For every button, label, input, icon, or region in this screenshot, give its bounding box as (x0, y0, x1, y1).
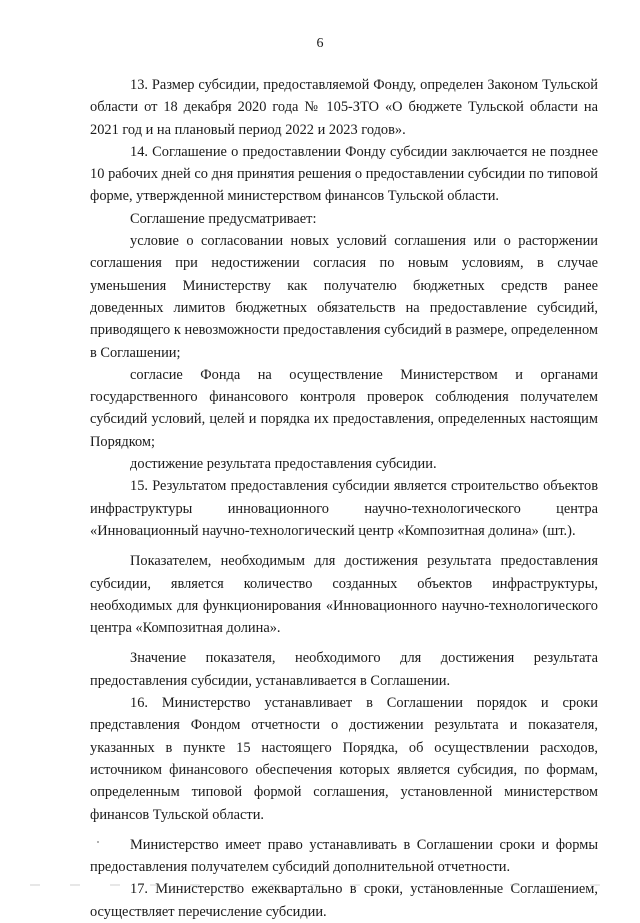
paragraph-15: 15. Результатом предоставления субсидии является строительство объектов инфраструктуры инновационного научно-технологического центра «Инновационный научно-технологический центр «Композитная долина» (шт.). (90, 478, 598, 539)
scan-speck (97, 841, 99, 843)
paragraph-additional-reporting: Министерство имеет право устанавливать в Соглашении сроки и формы предоставления получателем субсидий дополнительной отчетности. (90, 836, 598, 876)
scan-artifact-line (30, 884, 610, 886)
paragraph-16: 16. Министерство устанавливает в Соглашении порядок и сроки представления Фондом отчетности о достижении результата и показателя, указанных в пункте 15 настоящего Порядка, об осуществлении расходов, источником финансового обеспечения которых является субсидия, по формам, определенным типовой формой соглашения, установленной министерством финансов Тульской области. (90, 695, 598, 823)
paragraph-condition: условие о согласовании новых условий соглашения или о расторжении соглашения при недостижении согласия по новым условиям, в случае уменьшения Министерству как получателю бюджетных средств ранее доведенных лимитов бюджетных обязательств на предоставление субсидий, приводящего к невозможности предоставления субсидий в размере, определенном в Соглашении; (90, 233, 598, 361)
paragraph-17: 17. Министерство ежеквартально в сроки, установленные Соглашением, осуществляет перечисление субсидии. (90, 881, 598, 920)
paragraph-14: 14. Соглашение о предоставлении Фонду субсидии заключается не позднее 10 рабочих дней со дня принятия решения о предоставлении субсидии по типовой форме, утвержденной министерством финансов Тульской области. (90, 143, 598, 205)
paragraph-indicator: Показателем, необходимым для достижения результата предоставления субсидии, является количество созданных объектов инфраструктуры, необходимых для функционирования «Инновационного научно-технологического центра «Композитная долина». (90, 553, 598, 637)
paragraph-indicator-value: Значение показателя, необходимого для достижения результата предоставления субсидии, устанавливается в Соглашении. (90, 650, 598, 689)
paragraph-result: достижение результата предоставления субсидии. (130, 456, 437, 473)
paragraph-13: 13. Размер субсидии, предоставляемой Фонду, определен Законом Тульской области от 18 декабря 2020 года № 105-ЗТО «О бюджете Тульской области на 2021 год и на плановый период 2022 и 2023 годов». (90, 77, 598, 138)
page-number: 6 (316, 36, 324, 51)
paragraph-consent: согласие Фонда на осуществление Министерством и органами государственного финансового контроля проверок соблюдения получателем субсидий условий, целей и порядка их предоставления, определенных настоящим Порядком; (90, 366, 598, 450)
paragraph-agreement-provides: Соглашение предусматривает: (130, 210, 317, 227)
document-body (90, 74, 598, 923)
